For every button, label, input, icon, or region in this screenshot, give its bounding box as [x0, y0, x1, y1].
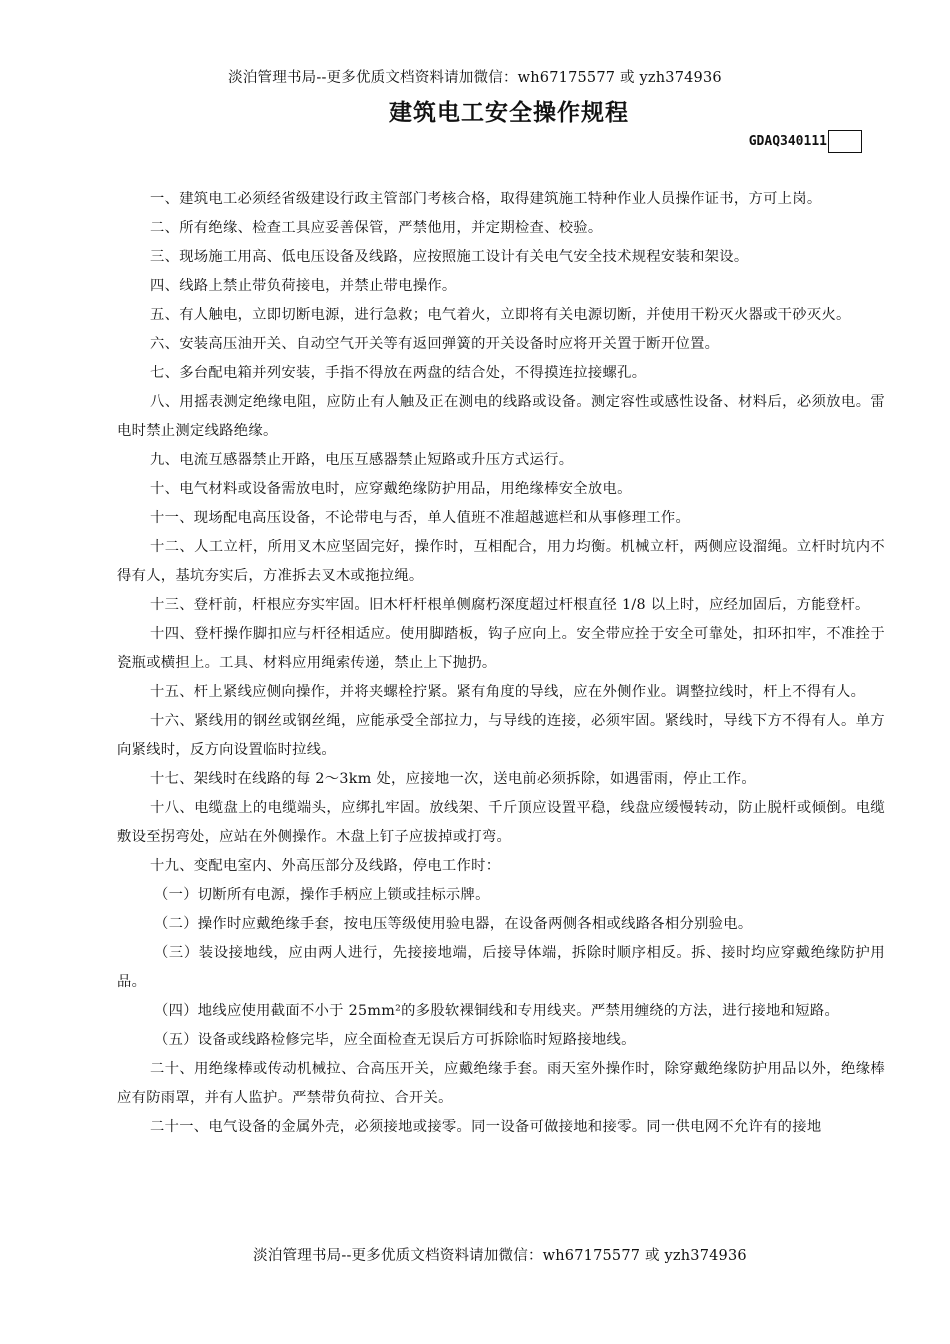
document-title: 建筑电工安全操作规程 — [389, 100, 629, 126]
document-code: GDAQ340111 — [748, 134, 827, 149]
regulation-clause: 二十一、电气设备的金属外壳，必须接地或接零。同一设备可做接地和接零。同一供电网不允许有的接地 — [150, 1119, 822, 1135]
regulation-clause: 一、建筑电工必须经省级建设行政主管部门考核合格，取得建筑施工特种作业人员操作证书，方可上岗。 — [150, 191, 822, 207]
regulation-clause: 十、电气材料或设备需放电时，应穿戴绝缘防护用品，用绝缘棒安全放电。 — [150, 481, 632, 497]
regulation-clause: 十六、紧线用的钢丝或钢丝绳，应能承受全部拉力，与导线的连接，必须牢固。紧线时，导线下方不得有人。单方向紧线时，反方向设置临时拉线。 — [117, 713, 885, 758]
regulation-clause: 十五、杆上紧线应侧向操作，并将夹螺栓拧紧。紧有角度的导线，应在外侧作业。调整拉线时，杆上不得有人。 — [150, 684, 866, 700]
regulation-subclause: （四）地线应使用截面不小于 25mm²的多股软裸铜线和专用线夹。严禁用缠绕的方法，进行接地和短路。 — [154, 1003, 840, 1019]
regulation-clause: 十九、变配电室内、外高压部分及线路，停电工作时： — [150, 858, 501, 874]
regulation-subclause: （三）装设接地线，应由两人进行，先接接地端，后接导体端，拆除时顺序相反。拆、接时均应穿戴绝缘防护用品。 — [117, 945, 885, 990]
regulation-clause: 五、有人触电，立即切断电源，进行急救；电气着火，立即将有关电源切断，并使用干粉灭火器或干砂灭火。 — [150, 307, 851, 323]
regulation-clause: 十四、登杆操作脚扣应与杆径相适应。使用脚踏板，钩子应向上。安全带应拴于安全可靠处，扣环扣牢，不准拴于瓷瓶或横担上。工具、材料应用绳索传递，禁止上下抛扔。 — [117, 626, 885, 671]
regulation-clause: 九、电流互感器禁止开路，电压互感器禁止短路或升压方式运行。 — [150, 452, 574, 468]
regulation-subclause: （五）设备或线路检修完毕，应全面检查无误后方可拆除临时短路接地线。 — [154, 1032, 636, 1048]
regulation-clause: 十七、架线时在线路的每 2～3km 处，应接地一次，送电前必须拆除，如遇雷雨，停止工作。 — [150, 771, 756, 787]
regulation-clause: 十二、人工立杆，所用叉木应坚固完好，操作时，互相配合，用力均衡。机械立杆，两侧应设溜绳。立杆时坑内不得有人，基坑夯实后，方准拆去叉木或拖拉绳。 — [117, 539, 885, 584]
regulation-subclause: （二）操作时应戴绝缘手套，按电压等级使用验电器，在设备两侧各相或线路各相分别验电。 — [154, 916, 753, 932]
regulation-clause: 八、用摇表测定绝缘电阻，应防止有人触及正在测电的线路或设备。测定容性或感性设备、材料后，必须放电。雷电时禁止测定线路绝缘。 — [117, 394, 885, 439]
regulation-subclause: （一）切断所有电源，操作手柄应上锁或挂标示牌。 — [154, 887, 490, 903]
header-watermark-note: 淡泊管理书局--更多优质文档资料请加微信：wh67175577 或 yzh374936 — [228, 70, 722, 86]
regulation-body — [117, 185, 885, 1142]
regulation-clause: 六、安装高压油开关、自动空气开关等有返回弹簧的开关设备时应将开关置于断开位置。 — [150, 336, 720, 352]
document-code-box — [828, 130, 862, 153]
footer-watermark-note: 淡泊管理书局--更多优质文档资料请加微信：wh67175577 或 yzh374936 — [253, 1248, 747, 1264]
regulation-clause: 二十、用绝缘棒或传动机械拉、合高压开关，应戴绝缘手套。雨天室外操作时，除穿戴绝缘防护用品以外，绝缘棒应有防雨罩，并有人监护。严禁带负荷拉、合开关。 — [117, 1061, 885, 1106]
document-code-row — [749, 130, 862, 153]
regulation-clause: 四、线路上禁止带负荷接电，并禁止带电操作。 — [150, 278, 457, 294]
regulation-clause: 七、多台配电箱并列安装，手指不得放在两盘的结合处，不得摸连拉接螺孔。 — [150, 365, 647, 381]
regulation-clause: 二、所有绝缘、检查工具应妥善保管，严禁他用，并定期检查、校验。 — [150, 220, 603, 236]
regulation-clause: 三、现场施工用高、低电压设备及线路，应按照施工设计有关电气安全技术规程安装和架设。 — [150, 249, 749, 265]
regulation-clause: 十三、登杆前，杆根应夯实牢固。旧木杆杆根单侧腐朽深度超过杆根直径 1/8 以上时，应经加固后，方能登杆。 — [150, 597, 870, 613]
regulation-clause: 十八、电缆盘上的电缆端头，应绑扎牢固。放线架、千斤顶应设置平稳，线盘应缓慢转动，防止脱杆或倾倒。电缆敷设至拐弯处，应站在外侧操作。木盘上钉子应拔掉或打弯。 — [117, 800, 885, 845]
regulation-clause: 十一、现场配电高压设备，不论带电与否，单人值班不准超越遮栏和从事修理工作。 — [150, 510, 691, 526]
